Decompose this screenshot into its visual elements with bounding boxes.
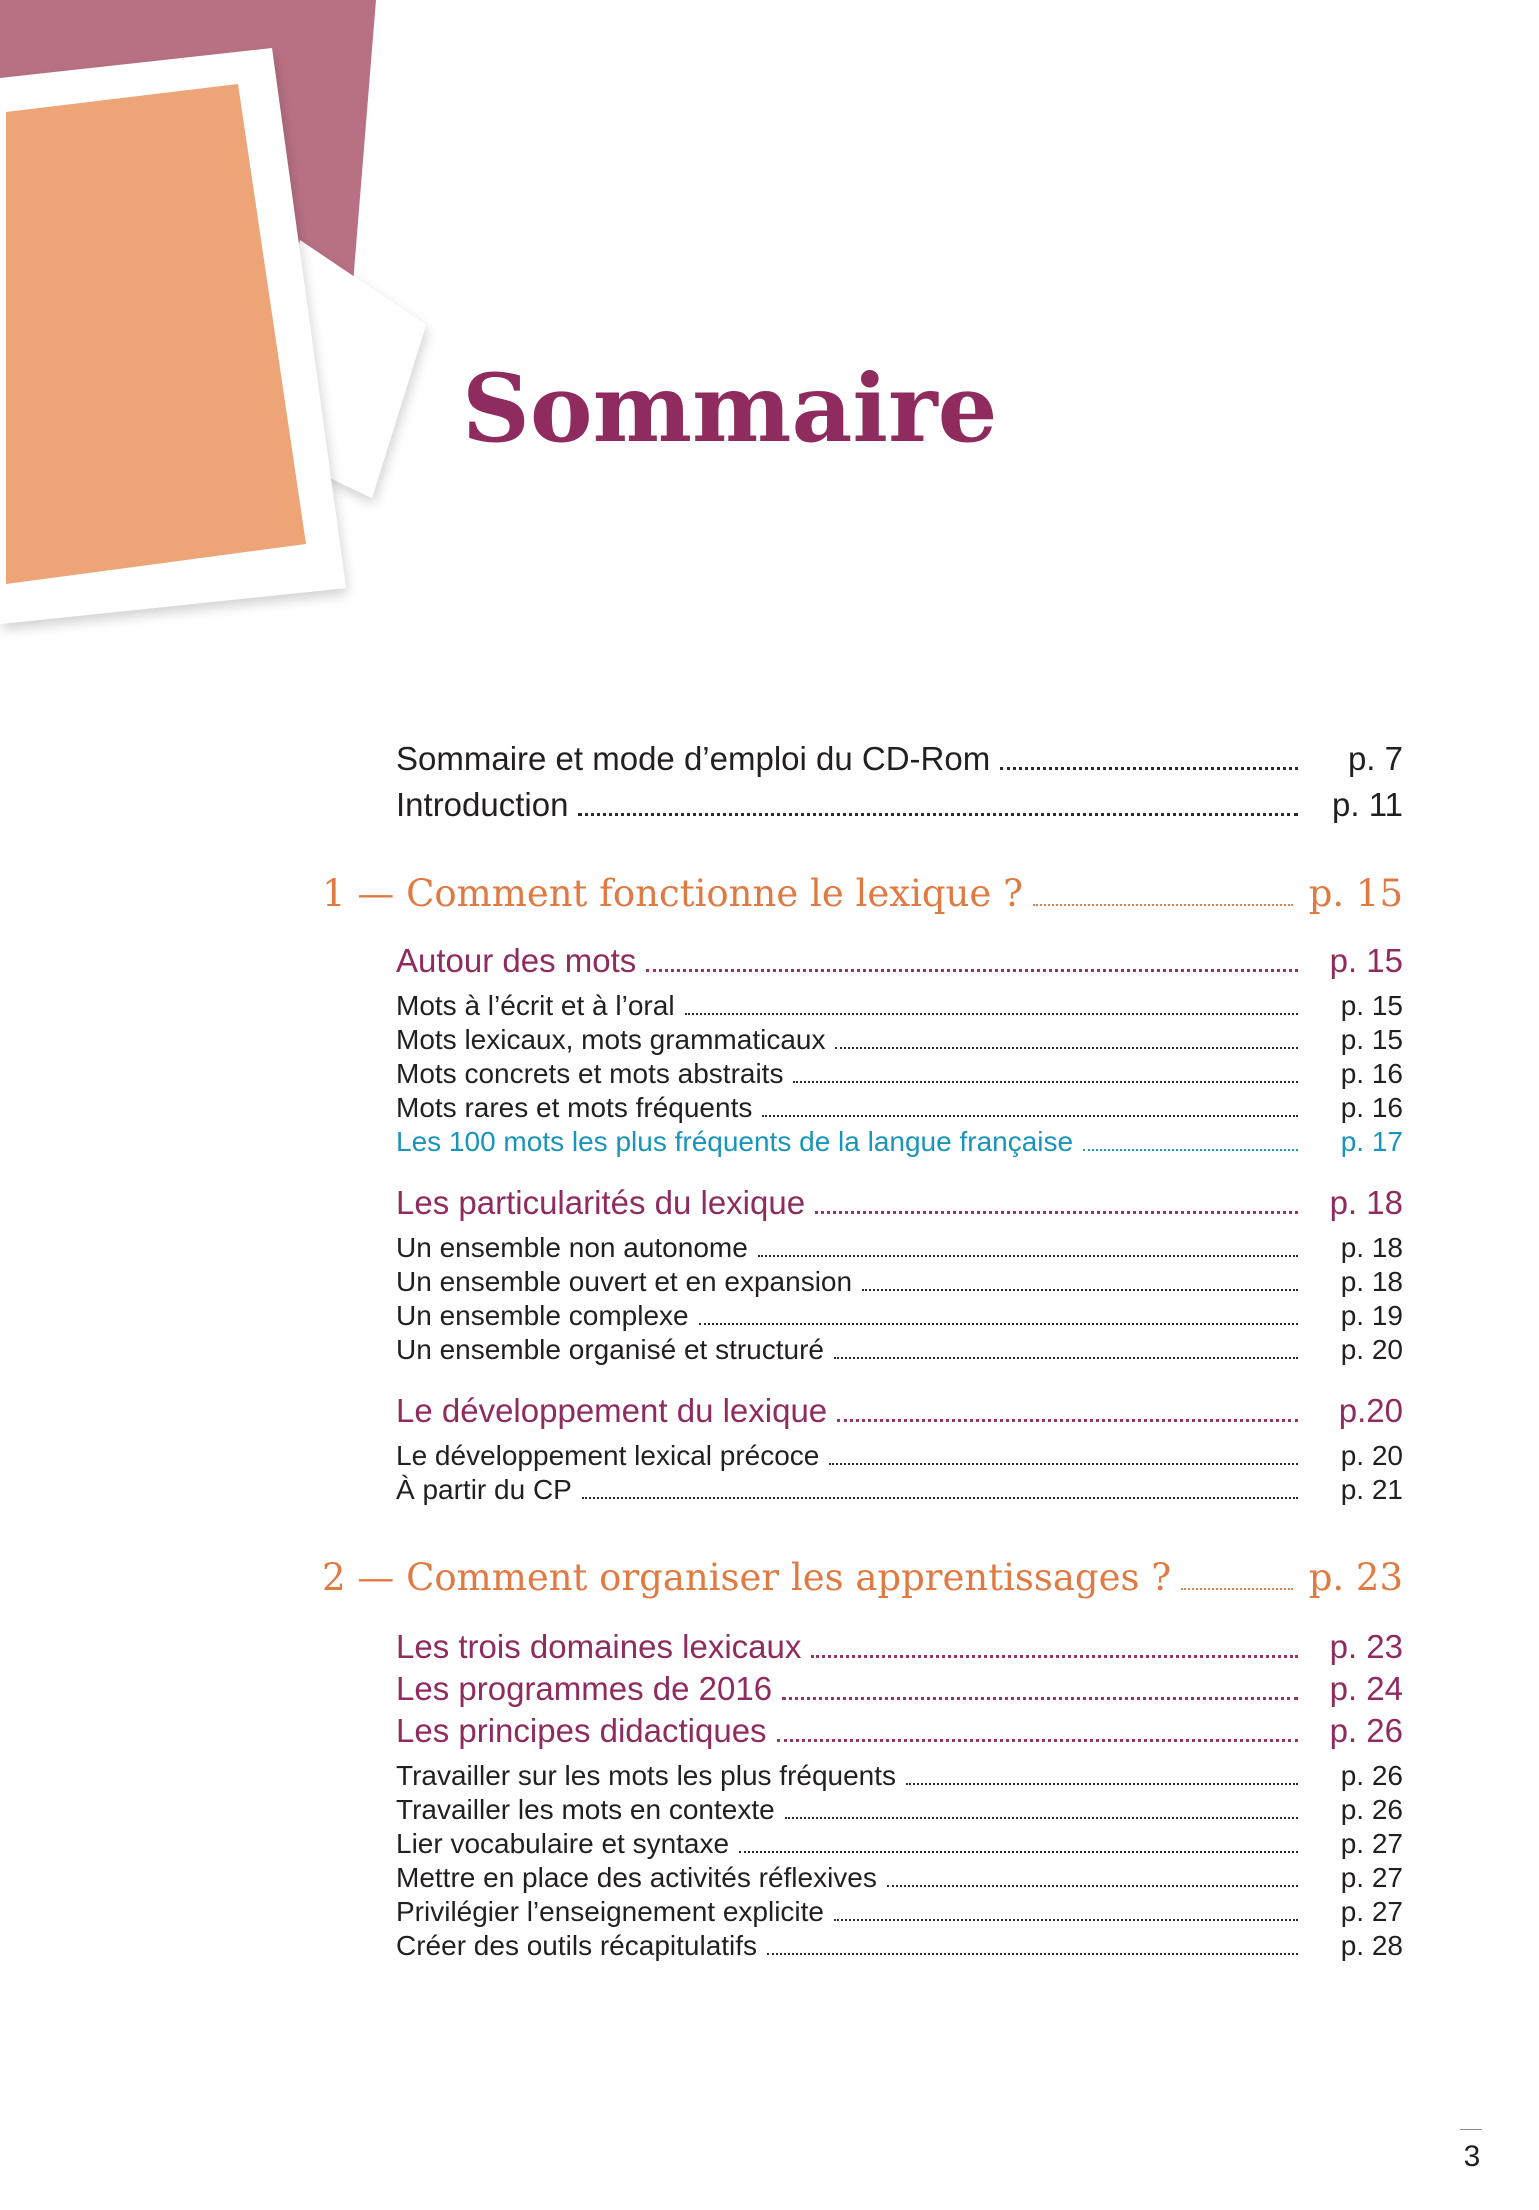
toc-section[interactable]	[396, 1628, 1403, 1666]
toc-section-label: Les principes didactiques	[396, 1712, 767, 1749]
dot-leader	[1083, 1149, 1298, 1151]
dot-leader	[862, 1289, 1298, 1291]
toc-entry-label: Sommaire et mode d’emploi du CD-Rom	[396, 740, 991, 777]
toc-item-label: À partir du CP	[396, 1474, 572, 1505]
dot-leader	[811, 1655, 1298, 1658]
toc-chapter-label: 1 — Comment fonctionne le lexique ?	[322, 872, 1023, 915]
toc-item-label: Mots lexicaux, mots grammaticaux	[396, 1024, 826, 1055]
page-number-rule	[1460, 2129, 1482, 2130]
toc-chapter[interactable]	[322, 1556, 1403, 1599]
toc-chapter-label: 2 — Comment organiser les apprentissages ?	[322, 1556, 1172, 1599]
dot-leader	[777, 1739, 1298, 1742]
toc-item-page: p. 26	[1340, 1760, 1403, 1791]
page-title: Sommaire	[462, 354, 998, 464]
toc-section-page: p. 15	[1329, 942, 1403, 979]
toc-chapter[interactable]	[322, 872, 1403, 915]
toc-item-label: Créer des outils récapitulatifs	[396, 1930, 758, 1961]
dot-leader	[834, 1919, 1298, 1921]
toc-item-label: Privilégier l’enseignement explicite	[396, 1896, 824, 1927]
toc-item-label: Mots rares et mots fréquents	[396, 1092, 753, 1123]
toc-item-label: Mots à l’écrit et à l’oral	[396, 990, 675, 1021]
toc-item-page: p. 27	[1340, 1862, 1403, 1893]
toc-item[interactable]	[396, 1334, 1403, 1366]
toc-item-page: p. 15	[1340, 1024, 1403, 1055]
dot-leader	[815, 1211, 1298, 1214]
dot-leader	[762, 1115, 1298, 1117]
toc-section-label: Les trois domaines lexicaux	[396, 1628, 802, 1665]
dot-leader	[578, 813, 1298, 816]
toc-entry[interactable]	[396, 740, 1403, 778]
toc-item-page: p. 18	[1340, 1232, 1403, 1263]
toc-item[interactable]	[396, 1092, 1403, 1124]
toc-section-page: p. 18	[1329, 1184, 1403, 1221]
toc-item-label: Les 100 mots les plus fréquents de la langue française	[396, 1126, 1074, 1157]
toc-item[interactable]	[396, 1794, 1403, 1826]
toc-item-page: p. 27	[1340, 1896, 1403, 1927]
toc-item-page: p. 16	[1340, 1058, 1403, 1089]
toc-item-page: p. 19	[1340, 1300, 1403, 1331]
toc-item[interactable]	[396, 1300, 1403, 1332]
dot-leader	[685, 1013, 1298, 1015]
toc-section-page: p. 26	[1329, 1712, 1403, 1749]
toc-item-label: Un ensemble non autonome	[396, 1232, 748, 1263]
toc-section-label: Les programmes de 2016	[396, 1670, 773, 1707]
dot-leader	[785, 1817, 1298, 1819]
toc-section-page: p. 24	[1329, 1670, 1403, 1707]
toc-entry-page: p. 7	[1347, 740, 1403, 777]
toc-item[interactable]	[396, 1862, 1403, 1894]
toc-item-label: Lier vocabulaire et syntaxe	[396, 1828, 730, 1859]
toc-section[interactable]	[396, 942, 1403, 980]
toc-item-page: p. 21	[1340, 1474, 1403, 1505]
toc-item-page: p. 16	[1340, 1092, 1403, 1123]
toc-section-label: Le développement du lexique	[396, 1392, 828, 1429]
dot-leader	[1033, 904, 1293, 906]
dot-leader	[699, 1323, 1298, 1325]
toc-entry[interactable]	[396, 786, 1403, 824]
toc-section-label: Les particularités du lexique	[396, 1184, 806, 1221]
toc-section[interactable]	[396, 1712, 1403, 1750]
dot-leader	[887, 1885, 1298, 1887]
toc-item-page: p. 20	[1340, 1334, 1403, 1365]
toc-item-page: p. 27	[1340, 1828, 1403, 1859]
toc-section-page: p.20	[1338, 1392, 1403, 1429]
toc-item[interactable]	[396, 1058, 1403, 1090]
toc-item[interactable]	[396, 1760, 1403, 1792]
dot-leader	[767, 1953, 1298, 1955]
page-number: 3	[1463, 2140, 1481, 2173]
dot-leader	[739, 1851, 1298, 1853]
toc-item-page: p. 28	[1340, 1930, 1403, 1961]
toc-item[interactable]	[396, 1266, 1403, 1298]
toc-item[interactable]	[396, 990, 1403, 1022]
dot-leader	[758, 1255, 1298, 1257]
toc-item-label: Mots concrets et mots abstraits	[396, 1058, 784, 1089]
toc-item-page: p. 17	[1340, 1126, 1403, 1157]
toc-item[interactable]	[396, 1232, 1403, 1264]
dot-leader	[793, 1081, 1298, 1083]
dot-leader	[782, 1697, 1298, 1700]
dot-leader	[829, 1463, 1298, 1465]
toc-item-highlight[interactable]	[396, 1126, 1403, 1158]
toc-section[interactable]	[396, 1670, 1403, 1708]
decorative-corner-graphic	[0, 0, 440, 660]
toc-section[interactable]	[396, 1184, 1403, 1222]
toc-item-label: Un ensemble complexe	[396, 1300, 689, 1331]
toc-item[interactable]	[396, 1930, 1403, 1962]
toc-item[interactable]	[396, 1024, 1403, 1056]
dot-leader	[837, 1419, 1298, 1422]
toc-item[interactable]	[396, 1474, 1403, 1506]
toc-item-page: p. 26	[1340, 1794, 1403, 1825]
toc-item-label: Travailler sur les mots les plus fréquents	[396, 1760, 897, 1791]
dot-leader	[834, 1357, 1298, 1359]
toc-section-label: Autour des mots	[396, 942, 637, 979]
toc-item[interactable]	[396, 1828, 1403, 1860]
toc-item-page: p. 20	[1340, 1440, 1403, 1471]
toc-chapter-page: p. 23	[1308, 1556, 1403, 1599]
toc-item-label: Travailler les mots en contexte	[396, 1794, 775, 1825]
toc-item-label: Mettre en place des activités réflexives	[396, 1862, 877, 1893]
toc-chapter-page: p. 15	[1308, 872, 1403, 915]
toc-item-page: p. 15	[1340, 990, 1403, 1021]
dot-leader	[835, 1047, 1298, 1049]
dot-leader	[1181, 1588, 1293, 1590]
dot-leader	[646, 969, 1298, 972]
dot-leader	[1000, 767, 1298, 770]
toc-item-page: p. 18	[1340, 1266, 1403, 1297]
toc-item-label: Le développement lexical précoce	[396, 1440, 820, 1471]
toc-item-label: Un ensemble ouvert et en expansion	[396, 1266, 853, 1297]
toc-item[interactable]	[396, 1896, 1403, 1928]
dot-leader	[906, 1783, 1298, 1785]
toc-entry-page: p. 11	[1332, 786, 1403, 823]
toc-item[interactable]	[396, 1440, 1403, 1472]
toc-entry-label: Introduction	[396, 786, 569, 823]
dot-leader	[582, 1497, 1298, 1499]
toc-section[interactable]	[396, 1392, 1403, 1430]
toc-section-page: p. 23	[1329, 1628, 1403, 1665]
toc-item-label: Un ensemble organisé et structuré	[396, 1334, 824, 1365]
